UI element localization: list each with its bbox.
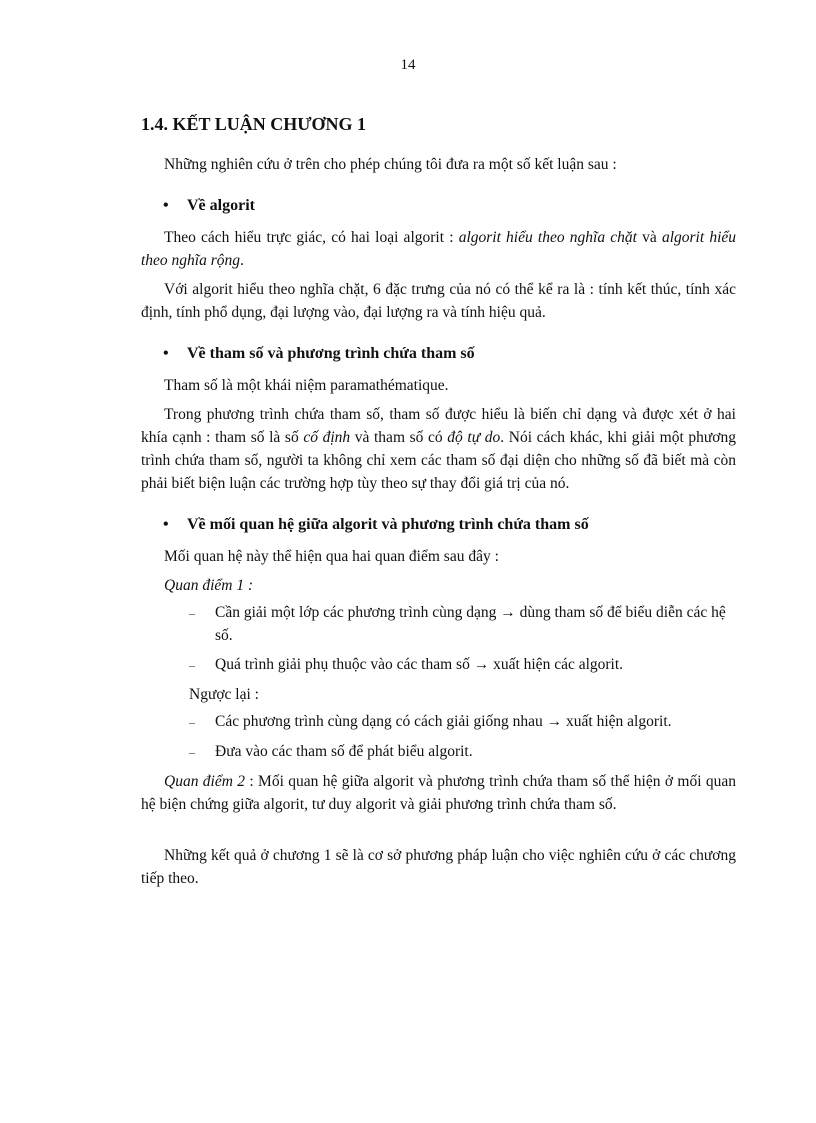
- paragraph-algorit-features: Với algorit hiểu theo nghĩa chặt, 6 đặc trưng của nó có thể kể ra là : tính kết thúc, tính xác định, tính phổ dụng, đại lượng vào, đại lượng ra và tính hiệu quả.: [141, 281, 736, 321]
- italic-term: algorit hiểu theo nghĩa rộng: [141, 229, 736, 269]
- conclusion-paragraph: Những kết quả ở chương 1 sẽ là cơ sở phương pháp luận cho việc nghiên cứu ở các chương tiếp theo.: [141, 847, 736, 887]
- list-item-text: Đưa vào các tham số để phát biểu algorit.: [215, 743, 473, 760]
- dash-bullet: –: [189, 715, 195, 729]
- paragraph-relation-intro: Mối quan hệ này thể hiện qua hai quan điểm sau đây :: [164, 548, 499, 565]
- view-1-label: Quan điểm 1 :: [164, 577, 254, 594]
- text-run: . Nói cách khác, khi giải một phương trình chứa tham số, người ta không chỉ xem các tham số đại diện cho những số đã biết mà còn phải biết biện luận các trường hợp tùy theo sự thay đổi giá trị của nó.: [141, 429, 736, 492]
- bullet-title: Về tham số và phương trình chứa tham số: [187, 345, 475, 362]
- dash-bullet: –: [189, 658, 195, 672]
- text-run: và: [636, 229, 662, 246]
- intro-paragraph: Những nghiên cứu ở trên cho phép chúng tôi đưa ra một số kết luận sau :: [164, 156, 617, 173]
- italic-term: cố định: [303, 429, 351, 446]
- list-item: [141, 740, 736, 764]
- dash-bullet: –: [189, 606, 195, 620]
- page-content: [141, 112, 736, 890]
- bullet-title: Về mối quan hệ giữa algorit và phương trình chứa tham số: [187, 516, 589, 533]
- text-run: Trong phương trình chứa tham số, tham số được hiểu là biến chỉ dạng và được xét ở hai khía cạnh : tham số là số: [141, 406, 736, 446]
- bullet-heading-relation: [141, 513, 736, 536]
- text-run: .: [240, 252, 244, 269]
- list-item: [141, 710, 736, 734]
- conversely-label: Ngược lại :: [189, 686, 259, 703]
- bullet-icon: •: [163, 516, 169, 533]
- bullet-title: Về algorit: [187, 197, 255, 214]
- italic-term: algorit hiểu theo nghĩa chặt: [458, 229, 637, 246]
- bullet-icon: •: [163, 197, 169, 214]
- italic-term: độ tự do: [447, 429, 501, 446]
- dash-bullet: –: [189, 745, 195, 759]
- text-run: và tham số có: [350, 429, 448, 446]
- bullet-heading-algorit: [141, 194, 736, 217]
- paragraph-view-2: [141, 770, 736, 816]
- list-item-text: Cần giải một lớp các phương trình cùng dạng → dùng tham số để biểu diễn các hệ số.: [215, 604, 726, 644]
- bullet-icon: •: [163, 345, 169, 362]
- list-item-text: Quá trình giải phụ thuộc vào các tham số → xuất hiện các algorit.: [215, 656, 624, 673]
- page-number: 14: [400, 57, 416, 73]
- section-heading: 1.4. KẾT LUẬN CHƯƠNG 1: [141, 114, 367, 134]
- list-item: [141, 653, 736, 677]
- paragraph-algorit-types: [141, 226, 736, 272]
- paragraph-parameter-equation: [141, 403, 736, 495]
- text-run: : Mối quan hệ giữa algorit và phương trình chứa tham số thể hiện ở mối quan hệ biện chứng giữa algorit, tư duy algorit và giải phương trình chứa tham số.: [141, 773, 736, 813]
- paragraph-parameter-definition: Tham số là một khái niệm paramathématique.: [164, 377, 449, 394]
- list-item-text: Các phương trình cùng dạng có cách giải giống nhau → xuất hiện algorit.: [215, 713, 672, 730]
- text-run: Theo cách hiểu trực giác, có hai loại algorit :: [164, 229, 459, 246]
- view-2-label: Quan điểm 2: [164, 773, 246, 790]
- bullet-heading-parameter: [141, 342, 736, 365]
- list-item: [141, 601, 736, 647]
